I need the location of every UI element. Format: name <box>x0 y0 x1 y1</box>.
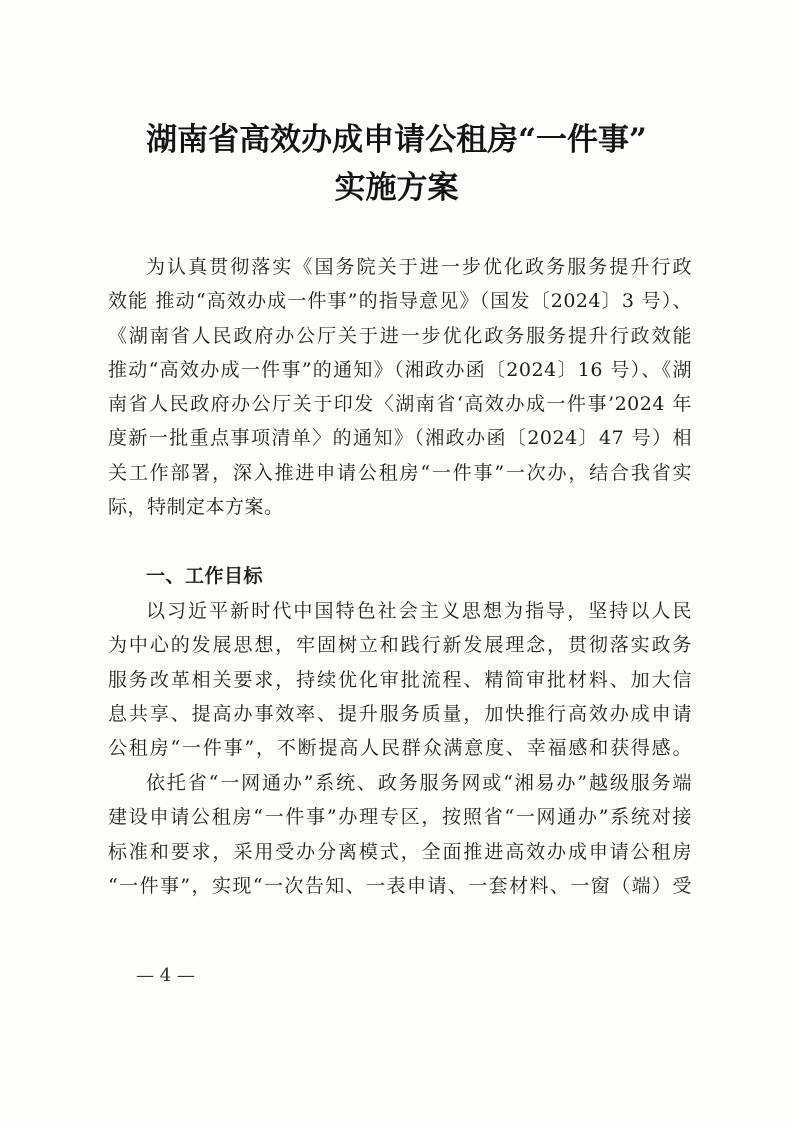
paragraph-line: 度新一批重点事项清单〉的通知》（湘政办函〔2024〕47 号）相 <box>108 427 692 450</box>
page-number: — 4 — <box>136 965 195 986</box>
paragraph-goals <box>108 594 692 765</box>
paragraph-line: 为认真贯彻落实《国务院关于进一步优化政务服务提升行政 <box>146 256 692 278</box>
paragraph-line: 息共享、提高办事效率、提升服务质量，加快推行高效办成申请 <box>108 702 692 725</box>
paragraph-line: 依托省“一网通办”系统、政务服务网或“湘易办”越级服务端 <box>146 772 692 794</box>
paragraph-intro <box>108 250 692 524</box>
paragraph-line: 关工作部署，深入推进申请公租房“一件事”一次办，结合我省实 <box>108 461 692 484</box>
document-title-line-2: 实施方案 <box>334 170 459 206</box>
paragraph-line: 效能 推动“高效办成一件事”的指导意见》（国发〔2024〕3 号）、 <box>108 290 692 313</box>
paragraph-line: 际，特制定本方案。 <box>108 496 284 519</box>
paragraph-line: 公租房“一件事”，不断提高人民群众满意度、幸福感和获得感。 <box>108 737 692 760</box>
paragraph-line: 《湖南省人民政府办公厅关于进一步优化政务服务提升行政效能 <box>108 324 692 347</box>
paragraph-line: 标准和要求，采用受办分离模式，全面推进高效办成申请公租房 <box>108 840 692 863</box>
paragraph-line: “一件事”，实现“一次告知、一表申请、一套材料、一窗（端）受 <box>108 874 692 897</box>
paragraph-line: 以习近平新时代中国特色社会主义思想为指导，坚持以人民 <box>146 600 692 622</box>
paragraph-implementation <box>108 766 692 903</box>
paragraph-line: 推动“高效办成一件事”的通知》（湘政办函〔2024〕16 号）、《湖 <box>108 358 692 381</box>
paragraph-line: 服务改革相关要求，持续优化审批流程、精简审批材料、加大信 <box>108 668 692 691</box>
section-heading-text: 一、工作目标 <box>146 565 264 587</box>
section-heading-work-goals <box>108 559 692 593</box>
paragraph-line: 为中心的发展思想，牢固树立和践行新发展理念，贯彻落实政务 <box>108 634 692 657</box>
document-title-line-1: 湖南省高效办成申请公租房“一件事” <box>146 122 647 158</box>
paragraph-line: 建设申请公租房“一件事”办理专区，按照省“一网通办”系统对接 <box>108 806 692 829</box>
paragraph-line: 南省人民政府办公厅关于印发〈湖南省‘高效办成一件事’2024 年 <box>108 393 692 416</box>
